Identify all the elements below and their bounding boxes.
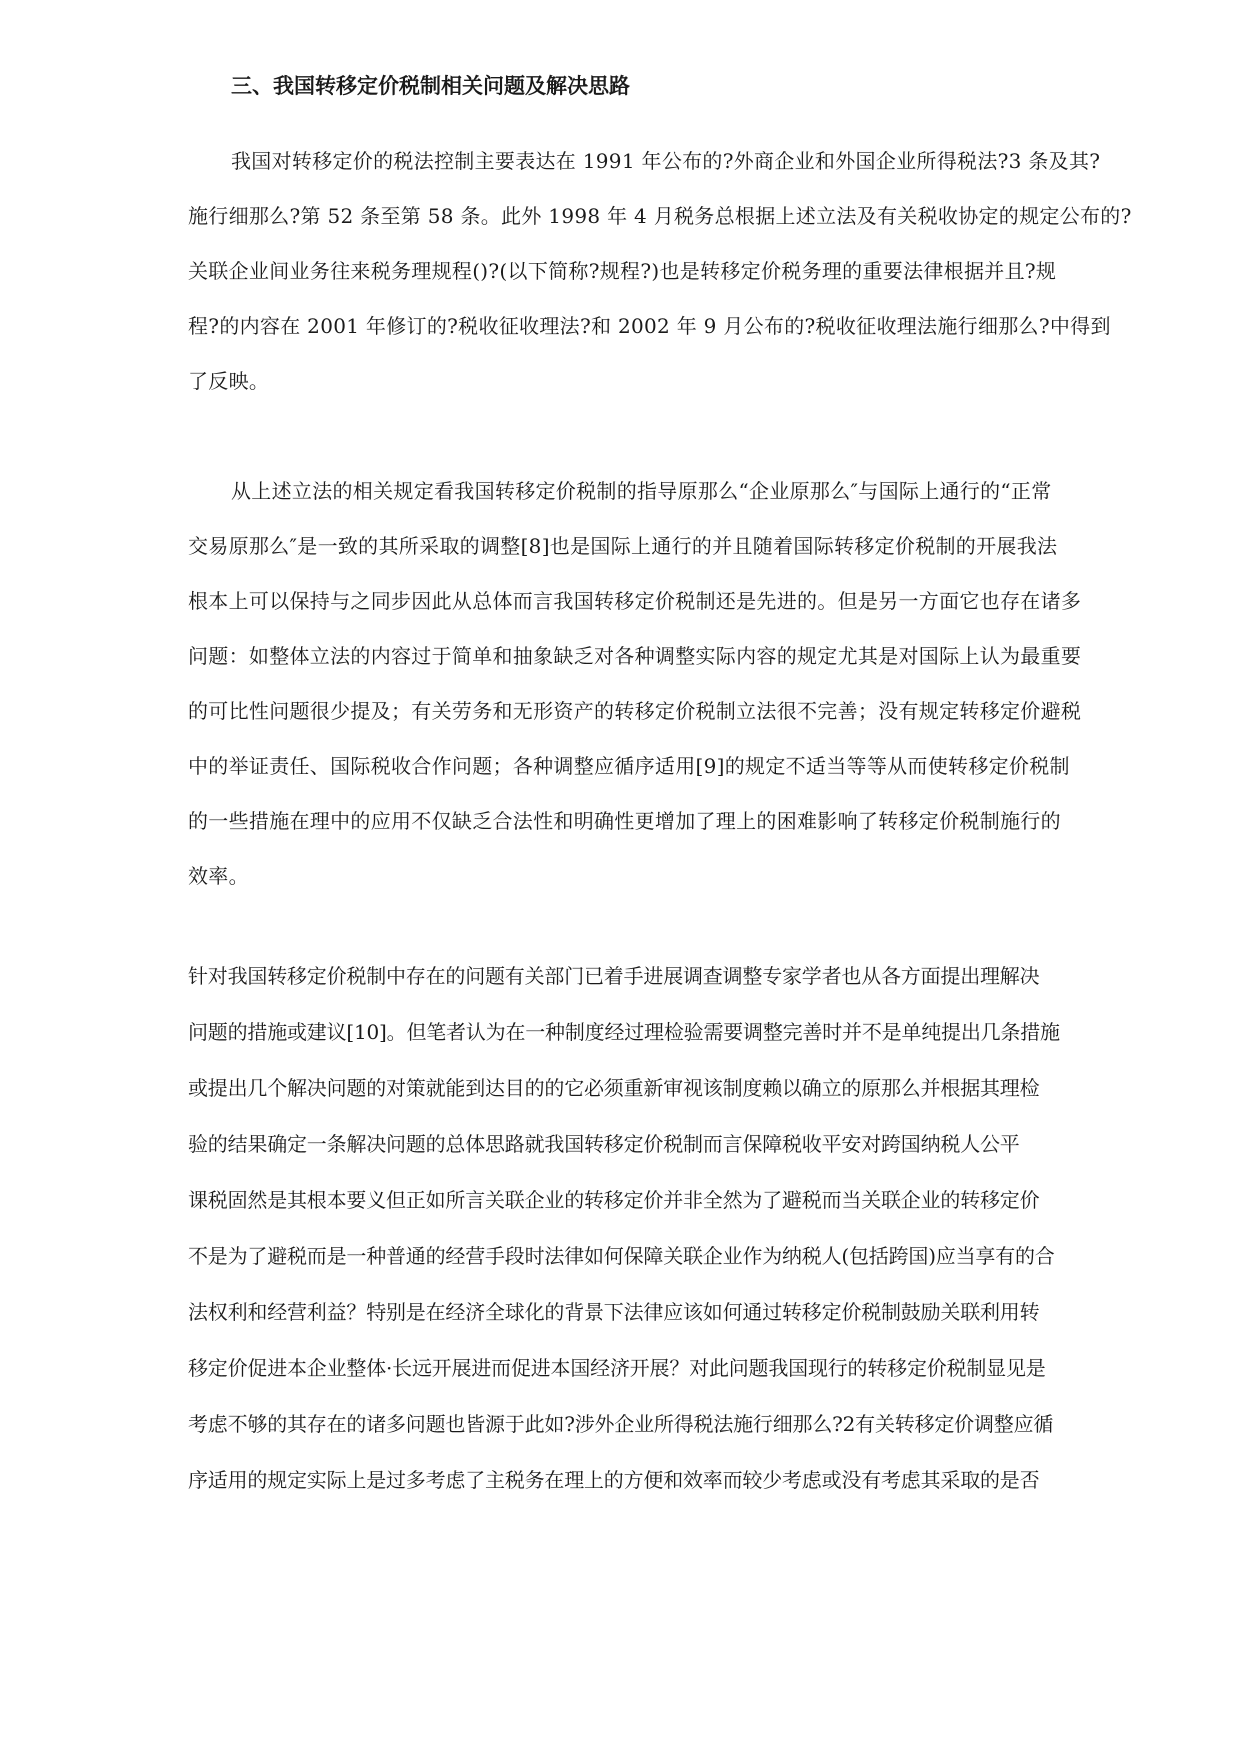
paragraph-line: 问题：如整体立法的内容过于简单和抽象缺乏对各种调整实际内容的规定尤其是对国际上认为最重要 (188, 644, 1082, 668)
paragraph-line: 法权利和经营利益？特别是在经济全球化的背景下法律应该如何通过转移定价税制鼓励关联利用转 (188, 1300, 1040, 1324)
paragraph-line: 序适用的规定实际上是过多考虑了主税务在理上的方便和效率而较少考虑或没有考虑其采取的是否 (188, 1468, 1040, 1492)
paragraph-line: 关联企业间业务往来税务理规程()?(以下简称?规程?)也是转移定价税务理的重要法律根据并且?规 (188, 259, 1057, 283)
paragraph-line: 不是为了避税而是一种普通的经营手段时法律如何保障关联企业作为纳税人(包括跨国)应当享有的合 (188, 1244, 1055, 1268)
paragraph-line: 了反映。 (188, 369, 270, 393)
section-heading: 三、我国转移定价税制相关问题及解决思路 (231, 74, 630, 98)
paragraph-line: 程?的内容在 2001 年修订的?税收征收理法?和 2002 年 9 月公布的?税收征收理法施行细那么?中得到 (188, 314, 1111, 338)
paragraph-line: 移定价促进本企业整体·长远开展进而促进本国经济开展？对此问题我国现行的转移定价税制显见是 (188, 1356, 1046, 1380)
paragraph-line: 交易原那么″是一致的其所采取的调整[8]也是国际上通行的并且随着国际转移定价税制的开展我法 (188, 534, 1058, 558)
paragraph-line: 验的结果确定一条解决问题的总体思路就我国转移定价税制而言保障税收平安对跨国纳税人公平 (188, 1132, 1020, 1156)
paragraph-line: 我国对转移定价的税法控制主要表达在 1991 年公布的?外商企业和外国企业所得税法?3 条及其? (231, 149, 1101, 173)
paragraph-line: 考虑不够的其存在的诸多问题也皆源于此如?涉外企业所得税法施行细那么?2有关转移定价调整应循 (188, 1412, 1054, 1436)
paragraph-line: 从上述立法的相关规定看我国转移定价税制的指导原那么“企业原那么″与国际上通行的“正常 (231, 479, 1052, 503)
paragraph-line: 根本上可以保持与之同步因此从总体而言我国转移定价税制还是先进的。但是另一方面它也存在诸多 (188, 589, 1082, 613)
paragraph-line: 或提出几个解决问题的对策就能到达目的的它必须重新审视该制度赖以确立的原那么并根据其理检 (188, 1076, 1040, 1100)
paragraph-line: 问题的措施或建议[10]。但笔者认为在一种制度经过理检验需要调整完善时并不是单纯提出几条措施 (188, 1020, 1060, 1044)
paragraph-line: 针对我国转移定价税制中存在的问题有关部门已着手进展调查调整专家学者也从各方面提出理解决 (188, 964, 1040, 988)
paragraph-line: 的可比性问题很少提及；有关劳务和无形资产的转移定价税制立法很不完善；没有规定转移定价避税 (188, 699, 1082, 723)
paragraph-line: 效率。 (188, 864, 249, 888)
paragraph-line: 施行细那么?第 52 条至第 58 条。此外 1998 年 4 月税务总根据上述立法及有关税收协定的规定公布的? (188, 204, 1132, 228)
paragraph-line: 课税固然是其根本要义但正如所言关联企业的转移定价并非全然为了避税而当关联企业的转移定价 (188, 1188, 1040, 1212)
paragraph-line: 的一些措施在理中的应用不仅缺乏合法性和明确性更增加了理上的困难影响了转移定价税制施行的 (188, 809, 1061, 833)
paragraph-line: 中的举证责任、国际税收合作问题；各种调整应循序适用[9]的规定不适当等等从而使转移定价税制 (188, 754, 1070, 778)
